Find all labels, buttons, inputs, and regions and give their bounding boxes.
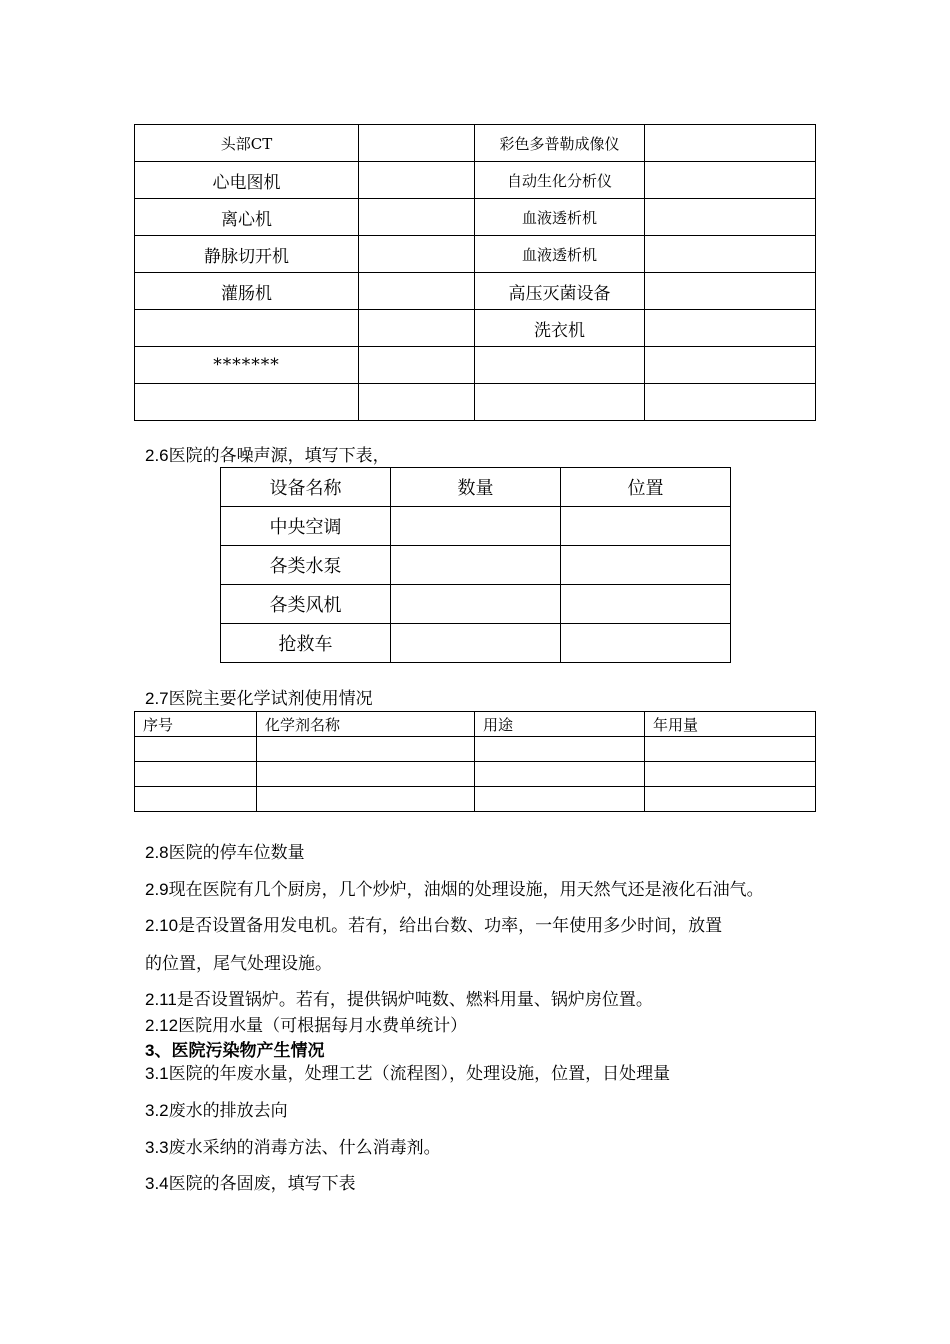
table-cell: 自动生化分析仪 xyxy=(475,162,645,199)
table-header-row xyxy=(135,712,816,737)
table-cell xyxy=(475,737,645,762)
column-header: 年用量 xyxy=(645,712,816,737)
table-cell: 离心机 xyxy=(135,199,359,236)
table-cell: 各类风机 xyxy=(221,585,391,624)
table-cell xyxy=(391,585,561,624)
table-row xyxy=(135,199,816,236)
table-cell: 头部CT xyxy=(135,125,359,162)
item-2-12: 2.12医院用水量（可根据每月水费单统计） xyxy=(145,1016,468,1036)
table-cell: 中央空调 xyxy=(221,507,391,546)
table-cell xyxy=(359,199,475,236)
column-header: 位置 xyxy=(561,468,731,507)
table-cell xyxy=(645,787,816,812)
table-row xyxy=(135,162,816,199)
table-row xyxy=(221,546,731,585)
item-2-8: 2.8医院的停车位数量 xyxy=(145,843,305,863)
table-cell xyxy=(645,125,816,162)
table-cell: 彩色多普勒成像仪 xyxy=(475,125,645,162)
table-cell: 灌肠机 xyxy=(135,273,359,310)
table-row xyxy=(135,347,816,384)
table-header-row xyxy=(221,468,731,507)
table-row xyxy=(135,787,816,812)
table-cell xyxy=(135,737,257,762)
equipment-table xyxy=(134,124,816,421)
table-cell xyxy=(257,737,475,762)
table-cell xyxy=(391,546,561,585)
column-header: 设备名称 xyxy=(221,468,391,507)
item-3-4: 3.4医院的各固废，填写下表 xyxy=(145,1174,356,1194)
table-cell xyxy=(645,162,816,199)
table-cell xyxy=(359,125,475,162)
chemical-table xyxy=(134,711,816,812)
table-cell xyxy=(645,310,816,347)
section-2-6-heading: 2.6医院的各噪声源，填写下表， xyxy=(145,446,390,466)
table-cell xyxy=(359,273,475,310)
table-cell xyxy=(135,384,359,421)
table-row xyxy=(135,384,816,421)
table-row xyxy=(135,273,816,310)
table-cell xyxy=(475,347,645,384)
table-cell xyxy=(645,199,816,236)
table-cell xyxy=(359,162,475,199)
table-cell xyxy=(561,585,731,624)
table-cell xyxy=(561,546,731,585)
table-cell xyxy=(359,347,475,384)
table-cell xyxy=(135,762,257,787)
table-cell xyxy=(645,737,816,762)
table-cell: 高压灭菌设备 xyxy=(475,273,645,310)
table-cell xyxy=(475,787,645,812)
table-cell xyxy=(475,762,645,787)
table-cell: 洗衣机 xyxy=(475,310,645,347)
table-row xyxy=(221,624,731,663)
table-cell xyxy=(475,384,645,421)
table-row xyxy=(135,737,816,762)
table-cell xyxy=(135,787,257,812)
table-cell xyxy=(257,762,475,787)
table-cell xyxy=(359,310,475,347)
table-row xyxy=(135,310,816,347)
table-cell xyxy=(645,384,816,421)
table-cell xyxy=(645,347,816,384)
section-3-heading: 3、医院污染物产生情况 xyxy=(145,1041,325,1061)
table-cell xyxy=(359,236,475,273)
table-cell: ******* xyxy=(135,347,359,384)
table-row xyxy=(135,236,816,273)
table-cell xyxy=(359,384,475,421)
column-header: 化学剂名称 xyxy=(257,712,475,737)
table-cell xyxy=(645,762,816,787)
item-3-3: 3.3废水采纳的消毒方法、什么消毒剂。 xyxy=(145,1138,441,1158)
column-header: 序号 xyxy=(135,712,257,737)
item-2-10: 2.10是否设置备用发电机。若有，给出台数、功率，一年使用多少时间，放置 xyxy=(145,916,723,936)
column-header: 用途 xyxy=(475,712,645,737)
table-cell: 血液透析机 xyxy=(475,236,645,273)
table-cell: 静脉切开机 xyxy=(135,236,359,273)
item-3-2: 3.2废水的排放去向 xyxy=(145,1101,288,1121)
table-cell: 心电图机 xyxy=(135,162,359,199)
table-cell xyxy=(561,507,731,546)
table-cell: 抢救车 xyxy=(221,624,391,663)
column-header: 数量 xyxy=(391,468,561,507)
table-cell xyxy=(645,273,816,310)
table-cell: 各类水泵 xyxy=(221,546,391,585)
table-row xyxy=(135,125,816,162)
item-2-10-continued: 的位置，尾气处理设施。 xyxy=(145,954,332,974)
table-row xyxy=(221,507,731,546)
table-cell: 血液透析机 xyxy=(475,199,645,236)
table-cell xyxy=(257,787,475,812)
item-2-9: 2.9现在医院有几个厨房，几个炒炉，油烟的处理设施，用天然气还是液化石油气。 xyxy=(145,880,764,900)
noise-source-table xyxy=(220,467,731,663)
section-2-7-heading: 2.7医院主要化学试剂使用情况 xyxy=(145,689,373,709)
table-cell xyxy=(561,624,731,663)
item-3-1: 3.1医院的年废水量，处理工艺（流程图），处理设施，位置，日处理量 xyxy=(145,1064,671,1084)
table-row xyxy=(135,762,816,787)
table-cell xyxy=(391,624,561,663)
table-cell xyxy=(645,236,816,273)
table-cell xyxy=(391,507,561,546)
table-row xyxy=(221,585,731,624)
item-2-11: 2.11是否设置锅炉。若有，提供锅炉吨数、燃料用量、锅炉房位置。 xyxy=(145,990,653,1010)
table-cell xyxy=(135,310,359,347)
